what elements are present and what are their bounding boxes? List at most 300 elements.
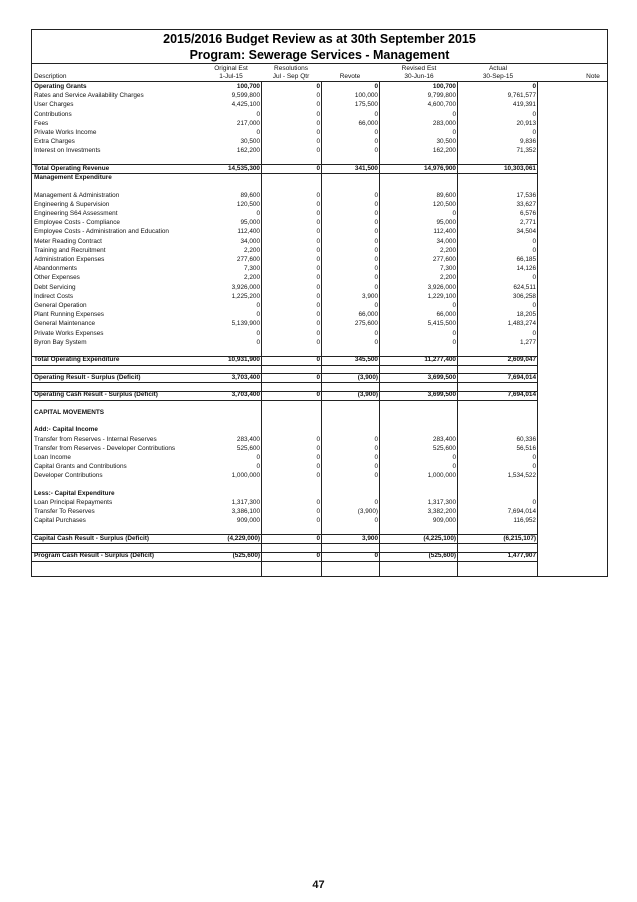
resolutions-value: 0 (316, 265, 320, 273)
actual-value: 0 (532, 302, 536, 309)
row-description: Operating Grants (34, 83, 87, 90)
revised-est-value: 162,200 (432, 147, 456, 155)
resolutions-value: 0 (316, 274, 320, 282)
actual-value: 0 (532, 329, 536, 337)
table-row (32, 247, 607, 255)
revised-est-value: 0 (452, 210, 456, 217)
original-est-value: 0 (256, 463, 260, 471)
table-row (32, 256, 607, 264)
revised-est-value: 89,600 (436, 191, 456, 199)
revote-value: 341,500 (354, 164, 378, 172)
table-row (32, 311, 607, 319)
resolutions-value: 0 (316, 200, 320, 208)
total-rule (32, 561, 537, 562)
actual-value: 0 (532, 237, 536, 245)
row-description: Engineering & Supervision (34, 200, 110, 208)
resolutions-value: 0 (316, 463, 320, 471)
original-est-value: 525,600 (236, 444, 260, 452)
row-description: Private Works Expenses (34, 329, 104, 337)
revote-value: (3,900) (357, 508, 378, 516)
original-est-value: 7,300 (244, 265, 260, 273)
revised-est-value: 283,400 (432, 435, 456, 443)
revised-est-value: 120,500 (432, 200, 456, 208)
revote-value: 0 (374, 228, 378, 236)
row-description: Administration Expenses (34, 256, 105, 263)
revised-est-value: 112,400 (433, 228, 456, 236)
revote-value: 0 (374, 463, 378, 471)
table-row (32, 463, 607, 471)
actual-value: 9,761,577 (507, 92, 536, 100)
original-est-value: 1,225,200 (231, 292, 260, 300)
total-rule (32, 391, 537, 392)
revised-est-value: 66,000 (436, 311, 456, 319)
original-est-value: 112,400 (237, 228, 260, 236)
row-description: Developer Contributions (34, 472, 103, 480)
table-row (32, 293, 607, 301)
resolutions-value: 0 (316, 356, 320, 364)
revote-value: 0 (374, 283, 378, 291)
row-description: Interest on Investments (34, 147, 101, 155)
row-description: Engineering S64 Assessment (34, 210, 118, 217)
revised-est-value: 0 (452, 463, 456, 471)
section-heading-row (32, 490, 607, 498)
row-description: Capital Grants and Contributions (34, 463, 127, 471)
resolutions-value: 0 (316, 219, 320, 227)
revised-est-value: 1,000,000 (427, 472, 456, 480)
title-rule (32, 63, 607, 64)
table-row (32, 454, 607, 462)
row-description: Loan Income (34, 453, 71, 461)
actual-value: 1,277 (520, 338, 536, 346)
revote-value: 0 (374, 499, 378, 506)
resolutions-value: 0 (316, 453, 320, 461)
row-description: General Operation (34, 302, 87, 309)
row-description: Transfer To Reserves (34, 508, 95, 516)
actual-value: 14,126 (516, 265, 536, 273)
revote-value: 0 (374, 302, 378, 309)
table-row (32, 436, 607, 444)
resolutions-value: 0 (316, 373, 320, 381)
table-row (32, 302, 607, 310)
revote-value: 66,000 (358, 119, 378, 127)
row-description: Debt Servicing (34, 283, 76, 291)
total-row (32, 535, 607, 543)
row-description: Training and Recruitment (34, 246, 106, 254)
actual-value: 6,576 (520, 210, 536, 217)
revised-est-value: 3,699,500 (427, 391, 456, 399)
original-est-value: 14,535,300 (228, 164, 260, 172)
original-est-value: 3,386,100 (231, 508, 260, 516)
resolutions-value: 0 (316, 472, 320, 480)
revote-value: 0 (374, 338, 378, 346)
actual-value: 0 (532, 110, 536, 118)
revote-value: 0 (374, 552, 378, 560)
resolutions-value: 0 (316, 552, 320, 560)
resolutions-value: 0 (316, 129, 320, 136)
revised-est-value: 30,500 (436, 138, 456, 146)
revote-value: 345,500 (354, 356, 378, 364)
revote-value: 0 (374, 219, 378, 227)
actual-value: 0 (532, 129, 536, 136)
row-description: Extra Charges (34, 138, 75, 146)
revote-value: 0 (374, 246, 378, 254)
actual-value: 60,336 (516, 435, 536, 443)
revote-value: 0 (374, 129, 378, 136)
table-row (32, 92, 607, 100)
table-row (32, 265, 607, 273)
revised-est-value: 0 (452, 338, 456, 346)
resolutions-value: 0 (316, 237, 320, 245)
original-est-value: 0 (256, 453, 260, 461)
table-row (32, 472, 607, 480)
row-description: Operating Cash Result - Surplus (Deficit) (34, 391, 158, 399)
original-est-value: 3,703,400 (231, 373, 260, 381)
revised-est-value: 1,317,300 (427, 499, 456, 506)
col-resolutions: Resolutions Jul - Sep Qtr (272, 65, 310, 80)
revote-value: 0 (374, 274, 378, 282)
table-row (32, 508, 607, 516)
table-row (32, 228, 607, 236)
actual-value: 0 (532, 246, 536, 254)
actual-value: 0 (532, 83, 536, 90)
original-est-value: 10,931,900 (228, 356, 260, 364)
original-est-value: 1,317,300 (231, 499, 260, 506)
revised-est-value: 34,000 (436, 237, 456, 245)
original-est-value: 4,425,100 (231, 101, 260, 109)
total-rule (32, 552, 537, 553)
table-row (32, 238, 607, 246)
revised-est-value: 2,200 (440, 246, 456, 254)
row-description: Byron Bay System (34, 338, 87, 346)
row-description: Total Operating Revenue (34, 164, 110, 172)
row-description: Fees (34, 119, 49, 127)
revised-est-value: 277,600 (432, 256, 456, 263)
resolutions-value: 0 (316, 191, 320, 199)
row-description: Program Cash Result - Surplus (Deficit) (34, 552, 155, 560)
table-row (32, 284, 607, 292)
table-row (32, 401, 607, 409)
col-description: Description (34, 73, 67, 80)
actual-value: 71,352 (516, 147, 536, 155)
revised-est-value: 3,926,000 (427, 283, 456, 291)
actual-value: 1,477,907 (507, 552, 536, 560)
revised-est-value: 4,600,700 (427, 101, 456, 109)
resolutions-value: 0 (316, 292, 320, 300)
table-row (32, 499, 607, 507)
row-description: Meter Reading Contract (34, 237, 102, 245)
total-rule (32, 356, 537, 357)
section-heading-row (32, 174, 607, 182)
revised-est-value: (525,600) (428, 552, 456, 560)
row-description: Other Expenses (34, 274, 80, 282)
revised-est-value: 2,200 (440, 274, 456, 282)
revised-est-value: 909,000 (432, 517, 456, 525)
revote-value: 0 (374, 517, 378, 525)
row-description: User Charges (34, 101, 74, 109)
revised-est-value: 283,000 (432, 119, 456, 127)
original-est-value: 95,000 (240, 219, 260, 227)
row-description: Operating Result - Surplus (Deficit) (34, 373, 141, 381)
revote-value: 100,000 (354, 92, 378, 100)
table-row (32, 219, 607, 227)
row-description: Plant Running Expenses (34, 311, 104, 319)
original-est-value: 2,200 (244, 274, 260, 282)
table-row (32, 192, 607, 200)
revote-value: 0 (374, 110, 378, 118)
actual-value: 33,627 (516, 200, 536, 208)
table-row (32, 138, 607, 146)
original-est-value: 0 (256, 338, 260, 346)
row-description: Total Operating Expenditure (34, 356, 120, 364)
revised-est-value: 3,382,200 (427, 508, 456, 516)
section-heading-row (32, 83, 607, 91)
col-revote: Revote (339, 73, 361, 80)
revised-est-value: 1,229,100 (427, 292, 456, 300)
table-row (32, 120, 607, 128)
original-est-value: 3,703,400 (231, 391, 260, 399)
original-est-value: 1,000,000 (231, 472, 260, 480)
resolutions-value: 0 (316, 92, 320, 100)
budget-table (31, 29, 608, 577)
section-heading-row (32, 409, 607, 417)
resolutions-value: 0 (316, 320, 320, 328)
total-row (32, 165, 607, 173)
row-description: CAPITAL MOVEMENTS (34, 408, 105, 416)
revote-value: 66,000 (358, 311, 378, 319)
original-est-value: 120,500 (236, 200, 260, 208)
row-description: Private Works Income (34, 129, 97, 136)
actual-value: 624,511 (513, 283, 536, 291)
revote-value: 3,900 (362, 292, 378, 300)
original-est-value: 0 (256, 311, 260, 319)
header-rule (32, 81, 607, 82)
col-original-est: Original Est 1-Jul-15 (214, 65, 248, 80)
original-est-value: 34,000 (240, 237, 260, 245)
original-est-value: 277,600 (236, 256, 260, 263)
resolutions-value: 0 (316, 391, 320, 399)
row-description: General Maintenance (34, 320, 96, 328)
actual-value: 116,952 (513, 517, 536, 525)
col-revised-est: Revised Est 30-Jun-16 (401, 65, 437, 80)
resolutions-value: 0 (316, 517, 320, 525)
revised-est-value: 0 (452, 302, 456, 309)
actual-value: 66,185 (516, 256, 536, 263)
total-rule (32, 373, 537, 374)
actual-value: 7,694,014 (507, 391, 536, 399)
total-row (32, 374, 607, 382)
revote-value: 0 (374, 329, 378, 337)
section-heading-row (32, 426, 607, 434)
resolutions-value: 0 (316, 119, 320, 127)
row-description: Abandonments (34, 265, 77, 273)
row-description: Capital Purchases (34, 517, 86, 525)
original-est-value: 283,400 (236, 435, 260, 443)
revote-value: 0 (374, 256, 378, 263)
resolutions-value: 0 (316, 534, 320, 542)
table-row (32, 330, 607, 338)
original-est-value: 3,926,000 (231, 283, 260, 291)
row-description: Management Expenditure (34, 174, 112, 182)
original-est-value: 0 (256, 329, 260, 337)
original-est-value: 9,599,800 (231, 92, 260, 100)
row-description: Employee Costs - Administration and Education (34, 228, 169, 236)
row-description: Transfer from Reserves - Internal Reserves (34, 435, 157, 443)
revised-est-value: 525,600 (432, 444, 456, 452)
revised-est-value: 0 (452, 110, 456, 118)
actual-value: 1,534,522 (507, 472, 536, 480)
resolutions-value: 0 (316, 499, 320, 506)
actual-value: 20,913 (516, 119, 536, 127)
revote-value: 0 (374, 200, 378, 208)
actual-value: 419,391 (512, 101, 536, 109)
total-rule (32, 534, 537, 535)
original-est-value: 30,500 (240, 138, 260, 146)
total-row (32, 391, 607, 399)
actual-value: 0 (532, 453, 536, 461)
resolutions-value: 0 (316, 110, 320, 118)
original-est-value: 909,000 (236, 517, 260, 525)
col-note: Note (586, 73, 600, 80)
total-rule (32, 164, 537, 165)
row-description: Transfer from Reserves - Developer Contributions (34, 444, 176, 452)
actual-value: 0 (532, 499, 536, 506)
table-row (32, 274, 607, 282)
table-row (32, 445, 607, 453)
table-row (32, 147, 607, 155)
resolutions-value: 0 (316, 508, 320, 516)
resolutions-value: 0 (316, 444, 320, 452)
page-subtitle: Program: Sewerage Services - Management (189, 48, 450, 62)
resolutions-value: 0 (316, 210, 320, 217)
resolutions-value: 0 (316, 329, 320, 337)
resolutions-value: 0 (316, 256, 320, 263)
actual-value: 1,483,274 (507, 320, 536, 328)
row-description: Loan Principal Repayments (34, 499, 113, 506)
table-row (32, 210, 607, 218)
actual-value: 2,771 (520, 219, 536, 227)
actual-value: 306,258 (512, 292, 536, 300)
actual-value: 56,516 (516, 444, 536, 452)
row-description: Rates and Service Availability Charges (34, 92, 144, 100)
table-row (32, 482, 607, 490)
row-description: Employee Costs - Compliance (34, 219, 120, 227)
resolutions-value: 0 (316, 338, 320, 346)
row-description: Indirect Costs (34, 292, 74, 300)
actual-value: (6,215,107) (503, 534, 536, 542)
resolutions-value: 0 (316, 138, 320, 146)
page-title: 2015/2016 Budget Review as at 30th September 2015 (163, 32, 476, 46)
actual-value: 7,694,014 (507, 373, 536, 381)
original-est-value: 217,000 (236, 119, 260, 127)
actual-value: 9,836 (520, 138, 536, 146)
revote-value: 0 (374, 453, 378, 461)
resolutions-value: 0 (316, 283, 320, 291)
resolutions-value: 0 (316, 164, 320, 172)
original-est-value: 5,139,900 (231, 320, 260, 328)
original-est-value: 162,200 (236, 147, 260, 155)
resolutions-value: 0 (316, 101, 320, 109)
original-est-value: (525,600) (232, 552, 260, 560)
original-est-value: 0 (256, 210, 260, 217)
table-row (32, 201, 607, 209)
actual-value: 0 (532, 463, 536, 471)
revote-value: 0 (374, 435, 378, 443)
revote-value: 0 (374, 472, 378, 480)
revised-est-value: 11,277,400 (424, 356, 456, 364)
revote-value: 275,600 (354, 320, 378, 328)
revised-est-value: 0 (452, 129, 456, 136)
revote-value: 0 (374, 210, 378, 217)
revised-est-value: 0 (452, 453, 456, 461)
total-row (32, 552, 607, 560)
table-row (32, 320, 607, 328)
revised-est-value: 100,700 (432, 83, 456, 90)
original-est-value: 0 (256, 302, 260, 309)
original-est-value: 0 (256, 129, 260, 136)
row-description: Less:- Capital Expenditure (34, 489, 115, 497)
page-number: 47 (312, 879, 325, 891)
table-row (32, 101, 607, 109)
resolutions-value: 0 (316, 435, 320, 443)
revised-est-value: 9,799,800 (427, 92, 456, 100)
revised-est-value: 7,300 (440, 265, 456, 273)
original-est-value: (4,229,000) (227, 534, 260, 542)
revised-est-value: 3,699,500 (427, 373, 456, 381)
actual-value: 34,504 (516, 228, 536, 236)
table-row (32, 183, 607, 191)
row-description: Capital Cash Result - Surplus (Deficit) (34, 534, 150, 542)
table-row (32, 517, 607, 525)
original-est-value: 100,700 (236, 83, 260, 90)
resolutions-value: 0 (316, 302, 320, 309)
revote-value: 0 (374, 444, 378, 452)
row-description: Contributions (34, 110, 72, 118)
table-row (32, 418, 607, 426)
resolutions-value: 0 (316, 228, 320, 236)
table-row (32, 129, 607, 137)
actual-value: 17,536 (516, 191, 536, 199)
actual-value: 0 (532, 274, 536, 282)
table-row (32, 111, 607, 119)
col-actual: Actual 30-Sep-15 (482, 65, 514, 80)
row-description: Add:- Capital Income (34, 426, 98, 434)
table-row (32, 339, 607, 347)
revised-est-value: 0 (452, 329, 456, 337)
resolutions-value: 0 (316, 147, 320, 155)
revote-value: 0 (374, 191, 378, 199)
original-est-value: 0 (256, 110, 260, 118)
original-est-value: 2,200 (244, 246, 260, 254)
revote-value: (3,900) (357, 391, 378, 399)
revote-value: 0 (374, 83, 378, 90)
row-description: Management & Administration (34, 191, 120, 199)
revised-est-value: 5,415,500 (427, 320, 456, 328)
original-est-value: 89,600 (240, 191, 260, 199)
actual-value: 10,303,061 (504, 164, 536, 172)
revote-value: 0 (374, 237, 378, 245)
actual-value: 7,694,014 (507, 508, 536, 516)
revote-value: 0 (374, 265, 378, 273)
resolutions-value: 0 (316, 311, 320, 319)
revised-est-value: 95,000 (436, 219, 456, 227)
resolutions-value: 0 (316, 246, 320, 254)
actual-value: 18,205 (516, 311, 536, 319)
revote-value: 0 (374, 147, 378, 155)
total-row (32, 356, 607, 364)
revote-value: 0 (374, 138, 378, 146)
revote-value: (3,900) (357, 373, 378, 381)
revised-est-value: 14,976,900 (424, 164, 456, 172)
